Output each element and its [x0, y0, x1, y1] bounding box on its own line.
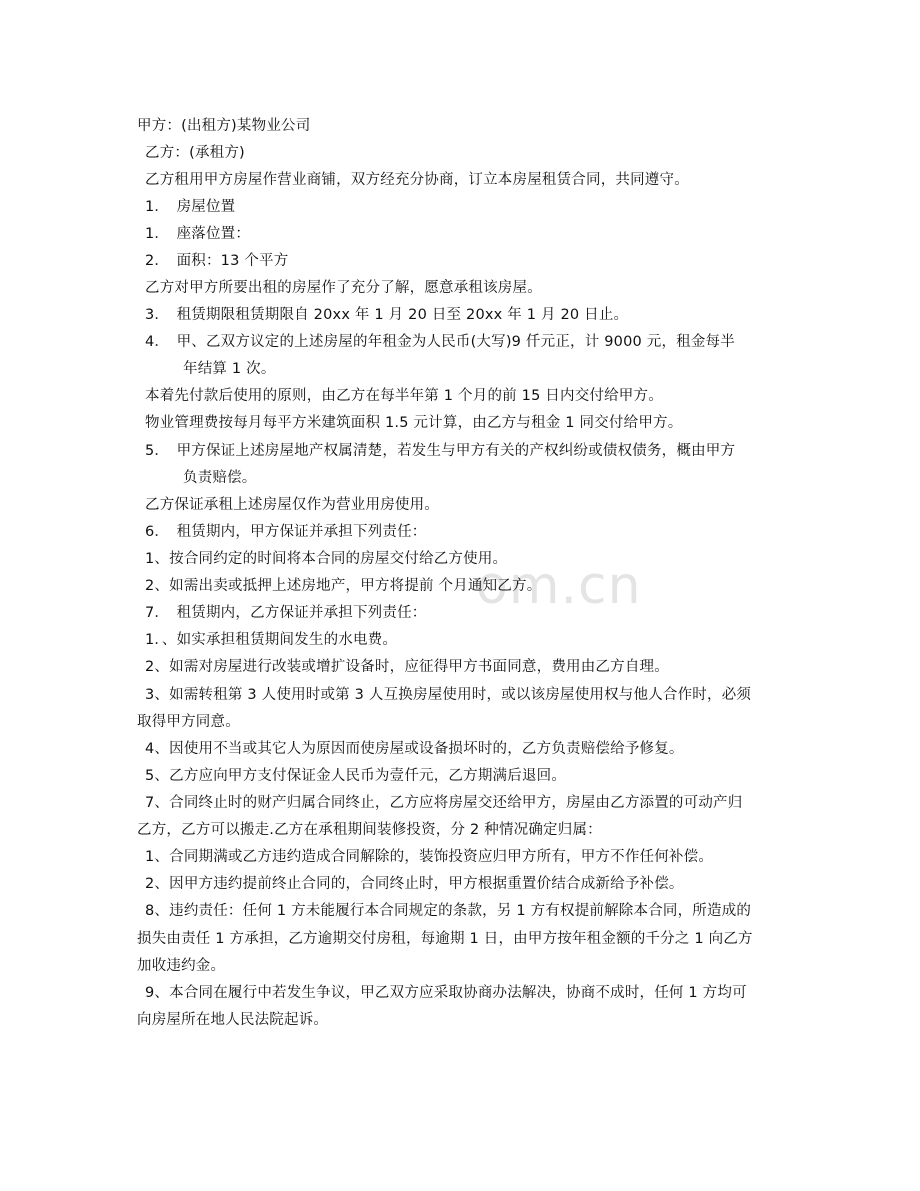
paragraph-line: 本着先付款后使用的原则，由乙方在每半年第 1 个月的前 15 日内交付给甲方。: [145, 388, 663, 404]
clause-4-rent-continued: 年结算 1 次。: [183, 361, 276, 377]
paragraph-line: 乙方对甲方所要出租的房屋作了充分了解，愿意承租该房屋。: [145, 280, 542, 296]
clause-dispute-continued: 向房屋所在地人民法院起诉。: [137, 1012, 329, 1028]
clause-3-term: 3． 租赁期限租赁期限自 20xx 年 1 月 20 日至 20xx 年 1 月 20 日止。: [145, 307, 629, 323]
list-item-continued: 乙方，乙方可以搬走.乙方在承租期间装修投资，分 2 种情况确定归属：: [137, 822, 602, 838]
list-item: 2、如需出卖或抵押上述房地产，甲方将提前 个月通知乙方。: [145, 578, 542, 594]
clause-5-title: 5． 甲方保证上述房屋地产权属清楚，若发生与甲方有关的产权纠纷或债权债务，概由甲方: [145, 443, 736, 459]
list-item: 4、因使用不当或其它人为原因而使房屋或设备损坏时的，乙方负责赔偿给予修复。: [145, 741, 684, 757]
clause-breach: 8、违约责任：任何 1 方未能履行本合同规定的条款，另 1 方有权提前解除本合同，所造成的: [145, 903, 752, 919]
clause-7-heading: 7． 租赁期内，乙方保证并承担下列责任：: [145, 605, 427, 621]
list-item: 1、合同期满或乙方违约造成合同解除的，装饰投资应归甲方所有，甲方不作任何补偿。: [145, 849, 714, 865]
contract-intro: 乙方租用甲方房屋作营业商铺，双方经充分协商，订立本房屋租赁合同，共同遵守。: [145, 172, 689, 188]
clause-location: 1． 座落位置：: [145, 226, 251, 242]
watermark: om.cn: [476, 556, 642, 616]
list-item: 2、因甲方违约提前终止合同的，合同终止时，甲方根据重置价结合成新给予补偿。: [145, 876, 684, 892]
clause-5-continued: 负责赔偿。: [183, 470, 257, 486]
list-item: 5、乙方应向甲方支付保证金人民币为壹仟元，乙方期满后退回。: [145, 768, 567, 784]
clause-breach-continued: 加收违约金。: [137, 958, 226, 974]
list-item: 7、合同终止时的财产归属合同终止，乙方应将房屋交还给甲方，房屋由乙方添置的可动产归: [145, 795, 743, 811]
clause-6-heading: 6． 租赁期内，甲方保证并承担下列责任：: [145, 524, 427, 540]
list-item: 1、按合同约定的时间将本合同的房屋交付给乙方使用。: [145, 551, 508, 567]
clause-area: 2． 面积：13 个平方: [145, 253, 289, 269]
clause-4-rent: 4． 甲、乙双方议定的上述房屋的年租金为人民币(大写)9 仟元正，计 9000 元，租金每半: [145, 334, 735, 350]
party-b-line: 乙方：(承租方): [145, 145, 245, 161]
party-a-line: 甲方：(出租方)某物业公司: [137, 118, 311, 134]
list-item: 2、如需对房屋进行改装或增扩设备时，应征得甲方书面同意，费用由乙方自理。: [145, 659, 669, 675]
clause-1-heading: 1． 房屋位置: [145, 199, 236, 215]
clause-dispute: 9、本合同在履行中若发生争议，甲乙双方应采取协商办法解决，协商不成时，任何 1 方均可: [145, 985, 747, 1001]
paragraph-line: 乙方保证承租上述房屋仅作为营业用房使用。: [145, 497, 439, 513]
clause-breach-continued: 损失由责任 1 方承担，乙方逾期交付房租，每逾期 1 日，由甲方按年租金额的千分之 1 向乙方: [137, 931, 753, 947]
list-item: 1．、如实承担租赁期间发生的水电费。: [145, 632, 398, 648]
list-item-continued: 取得甲方同意。: [137, 714, 240, 730]
list-item: 3、如需转租第 3 人使用时或第 3 人互换房屋使用时，或以该房屋使用权与他人合作时，必须: [145, 687, 752, 703]
paragraph-line: 物业管理费按每月每平方米建筑面积 1.5 元计算，由乙方与租金 1 同交付给甲方。: [145, 415, 683, 431]
